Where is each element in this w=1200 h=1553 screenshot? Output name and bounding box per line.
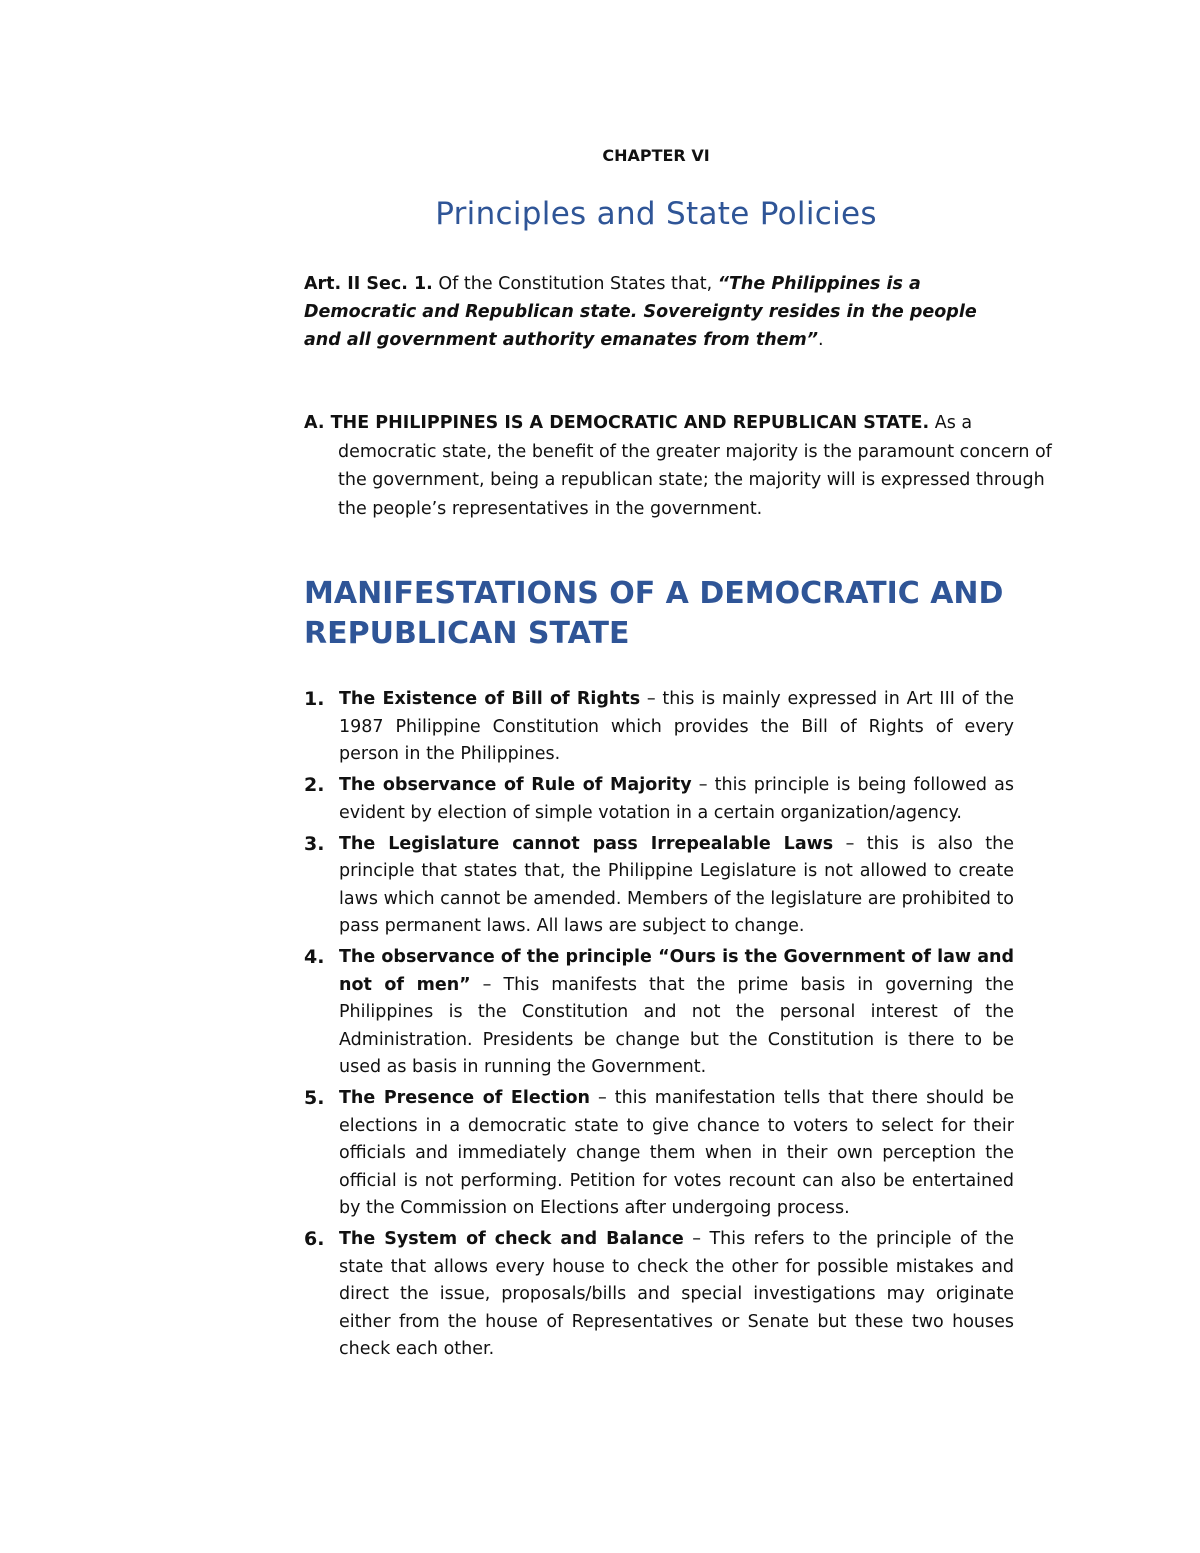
manifestations-list [304,686,1014,1367]
intro-quote: “The Philippines is a Democratic and Republican state. Sovereignty resides in the people and all government authority emanates from them” [304,274,977,350]
list-item-number: 4. [304,946,325,968]
list-item-term: The Legislature cannot pass Irrepealable Laws [339,833,834,854]
intro-lead: Art. II Sec. 1. [304,274,433,294]
list-item-term: The observance of the principle “Ours is the Government of law and not of men” [339,947,1014,995]
list-item [304,686,1014,769]
section-a-label: A. THE PHILIPPINES IS A DEMOCRATIC AND REPUBLICAN STATE. [304,413,930,433]
list-item-number: 3. [304,832,325,855]
list-item-text: – this is also the principle that states that, the Philippine Legislature is not allowed to create laws which cannot be amended. Members of the legislature are prohibited to pass permanent laws. All laws are subject to change. [339,833,1015,936]
intro-lead-text: Of the Constitution States that, [432,274,718,294]
intro-paragraph [304,270,1014,354]
list-item-text: – This manifests that the prime basis in governing the Philippines is the Constitution and not the personal interest of the Administration. Presidents be change but the Constitution is there to be used as basis in running the Government. [339,974,1014,1077]
list-item-text: – this is mainly expressed in Art III of the 1987 Philippine Constitution which provides the Bill of Rights of every person in the Philippines. [339,689,1014,764]
list-item-number: 1. [304,688,325,710]
page-title: Principles and State Policies [435,196,877,232]
list-item-text: – This refers to the principle of the state that allows every house to check the other for possible mistakes and direct the issue, proposals/bills and special investigations may originate either from the house of Representatives or Senate but these two houses check each other. [339,1229,1014,1359]
section-a-text: As a democratic state, the benefit of the greater majority is the paramount concern of the government, being a republican state; the majority will is expressed through the people’s representatives in the government. [338,413,1052,519]
list-item-term: The System of check and Balance [339,1229,684,1249]
list-item [304,944,1014,1082]
section-a-paragraph [304,409,1058,523]
list-item-term: The Presence of Election [339,1088,590,1108]
list-item [304,831,1014,941]
list-item-text: – this principle is being followed as evident by election of simple votation in a certain organization/agency. [339,775,1014,823]
list-item [304,1085,1014,1223]
list-item-number: 5. [304,1087,325,1109]
list-item [304,1226,1014,1364]
list-item-number: 6. [304,1228,325,1250]
list-item [304,772,1014,827]
intro-tail: . [818,330,824,350]
list-item-text: – this manifestation tells that there should be elections in a democratic state to give chance to voters to select for their officials and immediately change them when in their own perception the official is not performing. Petition for votes recount can also be entertained by the Commission on Elections after undergoing process. [339,1088,1015,1218]
chapter-label: CHAPTER VI [602,146,710,165]
list-item-term: The Existence of Bill of Rights [339,689,641,709]
list-item-term: The observance of Rule of Majority [339,775,692,795]
list-item-number: 2. [304,774,325,796]
manifestations-heading: MANIFESTATIONS OF A DEMOCRATIC AND REPUBLICAN STATE [304,576,1004,651]
